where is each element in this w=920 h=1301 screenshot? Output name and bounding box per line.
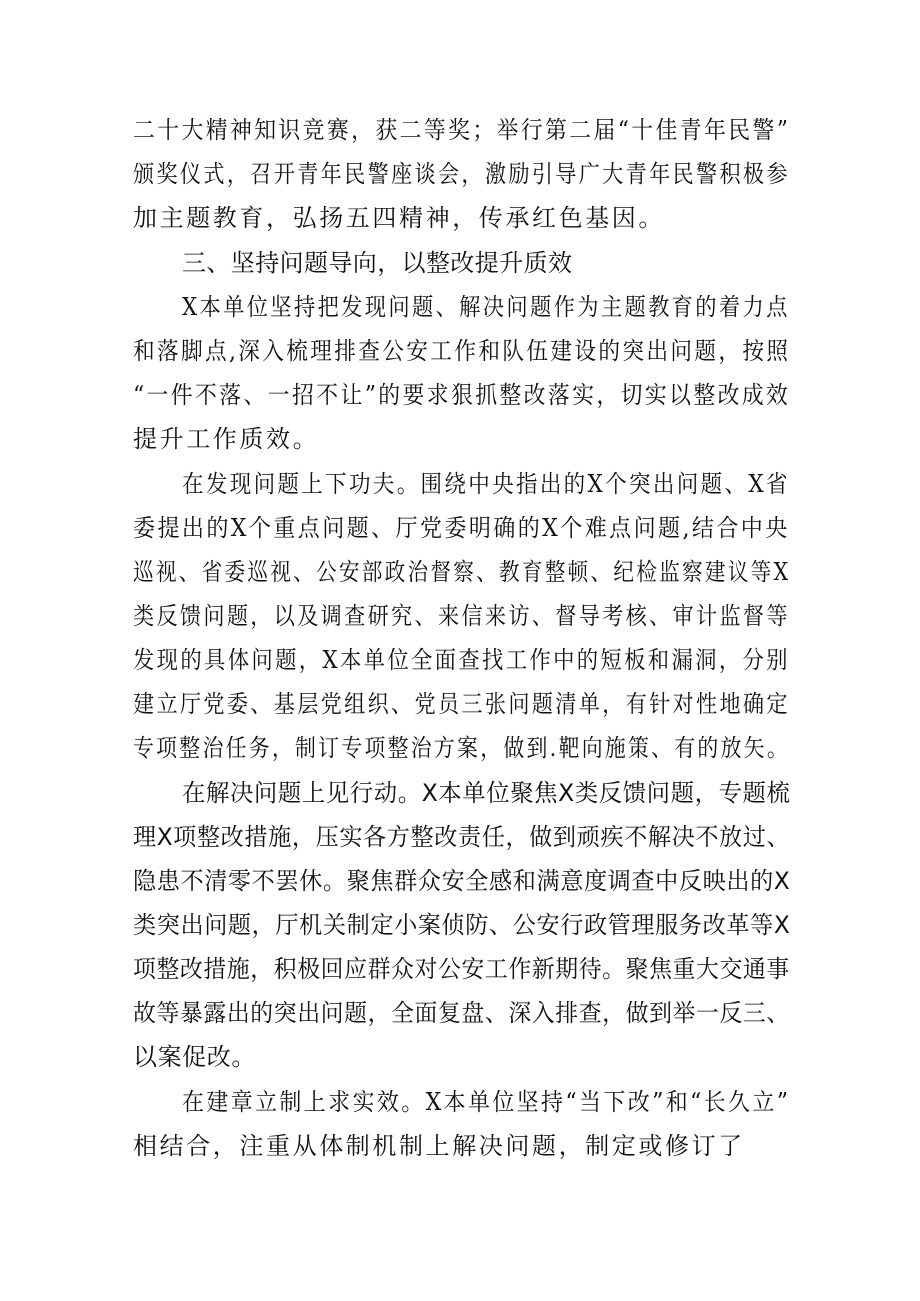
text-line: 以案促改。 [133,1043,256,1071]
text-line: 类突出问题，厅机关制定小案侦防、公安行政管理服务改革等X [133,911,791,939]
text-line: 和落脚点,深入梳理排查公安工作和队伍建设的突出问题，按照 [133,337,791,365]
text-line: 颁奖仪式，召开青年民警座谈会，激励引导广大青年民警积极参 [133,160,790,188]
text-line: 委提出的X个重点问题、厅党委明确的X个难点问题,结合中央 [133,514,790,542]
text-line: 发现的具体问题，X本单位全面查找工作中的短板和漏洞，分别 [133,646,790,674]
text-line: 理X项整改措施，压实各方整改责任，做到顽疾不解决不放过、 [133,823,791,851]
text-line: 在解决问题上见行动。X本单位聚焦X类反馈问题，专题梳 [182,779,791,807]
text-line: 在发现问题上下功夫。围绕中央指出的X个突出问题、X省 [182,470,790,498]
text-line: “一件不落、一招不让”的要求狠抓整改落实，切实以整改成效 [133,381,791,409]
text-line: 二十大精神知识竞赛，获二等奖；举行第二届“十佳青年民警” [133,116,791,144]
text-line: 巡视、省委巡视、公安部政治督察、教育整顿、纪检监察建议等X [133,558,791,586]
text-line: X本单位坚持把发现问题、解决问题作为主题教育的着力点 [182,293,790,321]
text-line: 故等暴露出的突出问题，全面复盘、深入排查，做到举一反三、 [133,999,790,1027]
text-line: 专项整治任务，制订专项整治方案，做到.靶向施策、有的放矢。 [133,734,791,762]
text-line: 提升工作质效。 [133,425,320,453]
text-line: 类反馈问题，以及调查研究、来信来访、督导考核、审计监督等 [133,602,790,630]
text-line: 在建章立制上求实效。X本单位坚持“当下改”和“长久立” [182,1088,791,1116]
section-heading: 三、坚持问题导向，以整改提升质效 [182,249,573,277]
text-line: 相结合，注重从体制机制上解决问题，制定或修订了 [133,1132,745,1160]
text-line: 隐患不清零不罢休。聚焦群众安全感和满意度调查中反映出的X [133,867,791,895]
text-line: 项整改措施，积极回应群众对公安工作新期待。聚焦重大交通事 [133,955,790,983]
text-line: 加主题教育，弘扬五四精神，传承红色基因。 [133,204,665,232]
text-line: 建立厅党委、基层党组织、党员三张问题清单，有针对性地确定 [133,690,790,718]
